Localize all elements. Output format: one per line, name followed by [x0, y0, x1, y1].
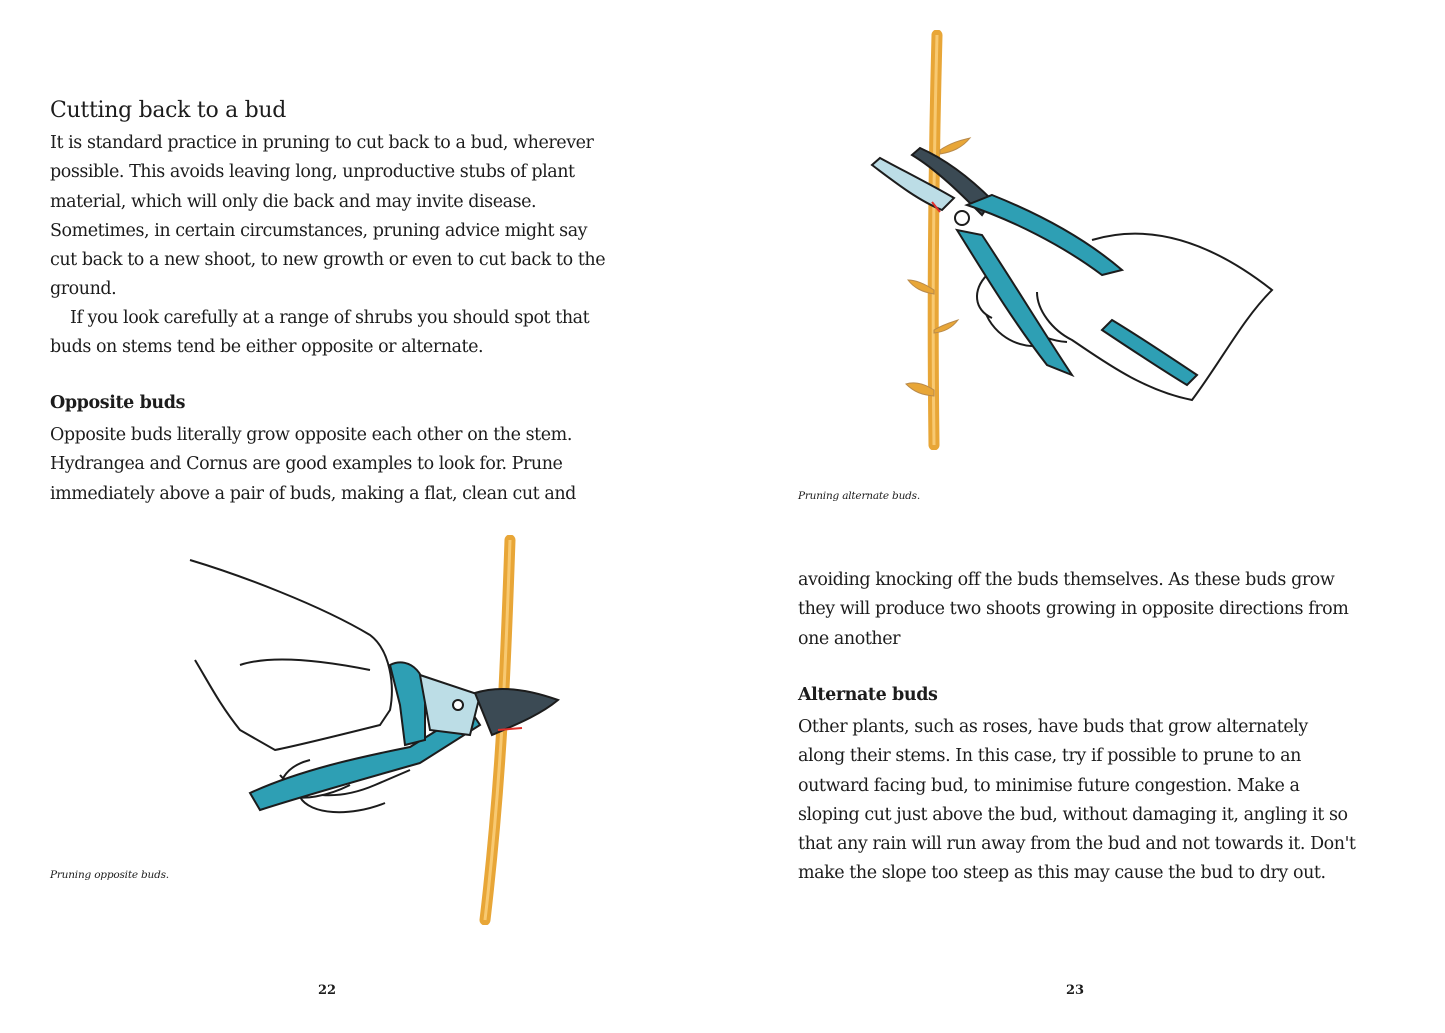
- page-heading: Cutting back to a bud: [50, 98, 287, 123]
- opposite-buds-caption: Pruning opposite buds.: [50, 869, 169, 881]
- alternate-buds-heading: Alternate buds: [798, 685, 938, 705]
- right-page: [722, 0, 1445, 1033]
- alternate-buds-caption: Pruning alternate buds.: [798, 490, 920, 502]
- page-number-right: 23: [1066, 983, 1085, 998]
- intro-paragraph: It is standard practice in pruning to cut back to a bud, wherever possible. This avoids leaving long, unproductive stubs of plant material, which will only die back and may invite disease. Sometimes, in certain circumstances, pruning advice might say cut back to a new shoot, to new growth or even to cut back to the ground.: [50, 133, 606, 300]
- opposite-buds-paragraph: Opposite buds literally grow opposite each other on the stem. Hydrangea and Cornus are good examples to look for. Prune immediately above a pair of buds, making a flat, clean cut and: [50, 425, 576, 504]
- alternate-buds-paragraph: Other plants, such as roses, have buds that grow alternately along their stems. In this case, try if possible to prune to an outward facing bud, to minimise future congestion. Make a sloping cut just above the bud, without damaging it, angling it so that any rain will run away from the bud and not towards it. Don't make the slope too steep as this may cause the bud to dry out.: [798, 717, 1356, 884]
- left-page: [0, 0, 722, 1033]
- stem: [906, 35, 970, 445]
- continued-paragraph: avoiding knocking off the buds themselves. As these buds grow they will produce two shoots growing in opposite directions from one another: [798, 570, 1349, 649]
- alternate-buds-illustration: [862, 30, 1312, 450]
- opposite-buds-heading: Opposite buds: [50, 393, 186, 413]
- page-number-left: 22: [318, 983, 337, 998]
- second-paragraph: If you look carefully at a range of shrubs you should spot that buds on stems tend be either opposite or alternate.: [50, 308, 590, 358]
- opposite-buds-illustration: [180, 535, 620, 925]
